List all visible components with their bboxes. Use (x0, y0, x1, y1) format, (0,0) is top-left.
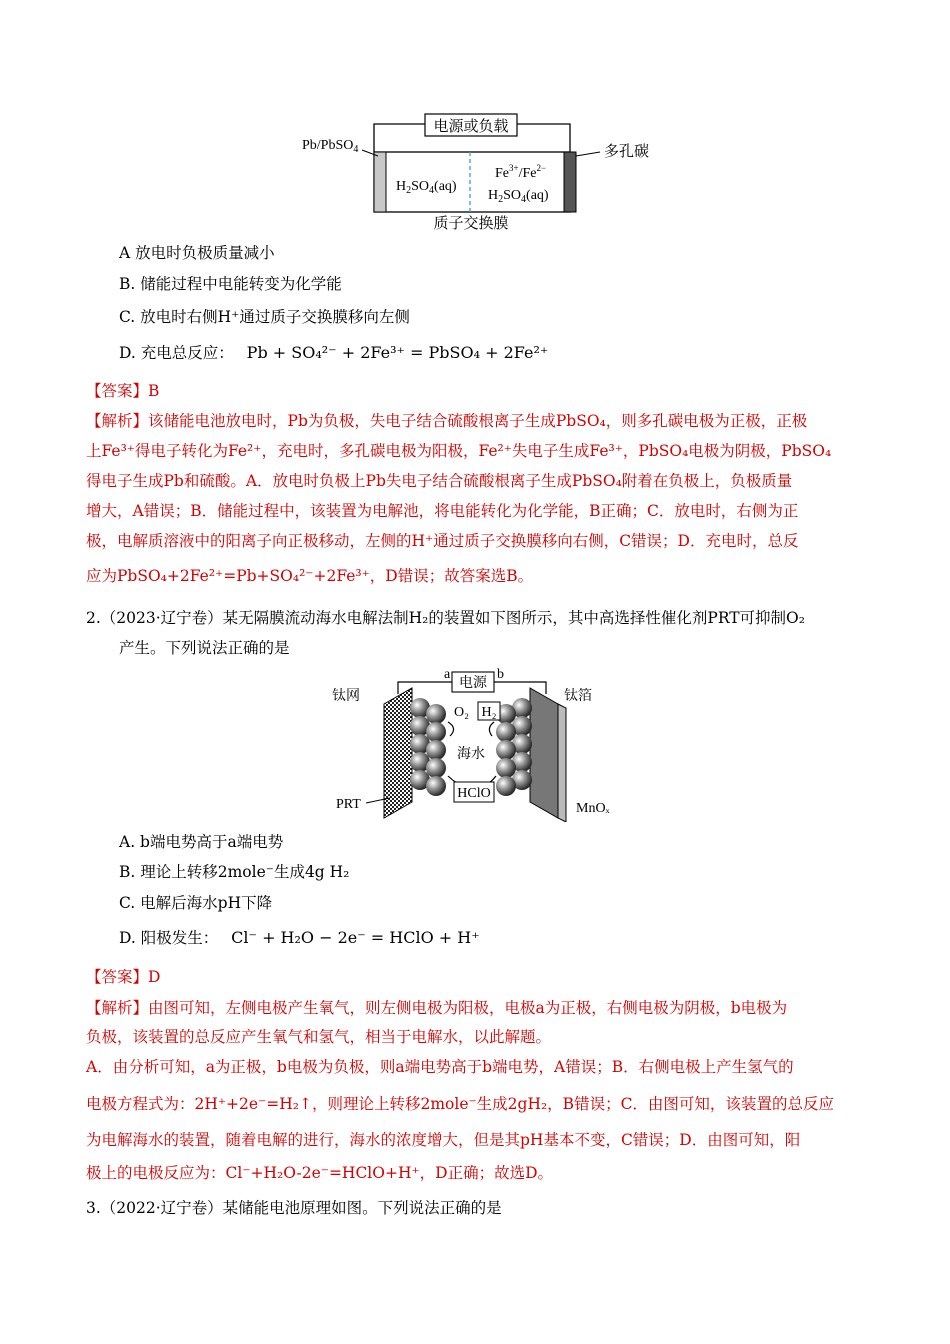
q2-answer (86, 967, 160, 987)
q2-option-a: A. b端电势高于a端电势 (119, 833, 284, 851)
q1-answer-tag: 【答案】 (86, 382, 149, 400)
mnox-label: MnOₓ (576, 801, 610, 816)
pb-electrode (374, 152, 386, 212)
q1-analysis-line-3: 得电子生成Pb和硫酸。A．放电时负极上Pb失电子结合硫酸根离子生成PbSO₄附着在负极上，负极质量 (86, 472, 793, 490)
q2-analysis-line-4: 电极方程式为：2H⁺+2e⁻=H₂↑，则理论上转移2mole⁻生成2gH₂，B错误；C．由图可知，该装置的总反应 (86, 1095, 834, 1113)
q1-analysis-line-1: 【解析】该储能电池放电时，Pb为负极，失电子结合硫酸根离子生成PbSO₄，则多孔碳电极为正极，正极 (86, 412, 808, 430)
hclo-label: HClO (457, 786, 491, 801)
right-electrode-label: 多孔碳 (604, 142, 650, 160)
q2-analysis-line-6: 极上的电极反应为：Cl⁻+H₂O-2e⁻=HClO+H⁺，D正确；故选D。 (86, 1164, 554, 1182)
q2-option-b: B. 理论上转移2mole⁻生成4g H₂ (119, 863, 350, 881)
left-electrode-label: Pb/PbSO$_4$ (302, 138, 359, 155)
q2-answer-tag: 【答案】 (86, 968, 149, 986)
h2-label: H₂ (481, 705, 497, 720)
terminal-a-label: a (444, 667, 451, 682)
right-catalyst-balls (496, 698, 532, 796)
battery-diagram (290, 108, 670, 233)
o2-label: O₂ (454, 705, 469, 720)
membrane-label: 质子交换膜 (433, 214, 509, 232)
q2-option-d (119, 928, 480, 948)
q2-stem-line-1: 2.（2023·辽宁卷）某无隔膜流动海水电解法制H₂的装置如下图所示，其中高选择性催化剂PRT可抑制O₂ (86, 609, 805, 627)
q1-option-b: B. 储能过程中电能转变为化学能 (119, 275, 342, 293)
q2-analysis-line-1: 【解析】由图可知，左侧电极产生氧气，则左侧电极为阳极，电极a为正极，右侧电极为阴极，b电极为 (86, 999, 788, 1017)
left-solution-label: $H_2SO_4(aq)$ (396, 179, 457, 196)
q1-analysis-line-5: 极，电解质溶液中的阳离子向正极移动，左侧的H⁺通过质子交换膜移向右侧，C错误；D．充电时，总反 (86, 532, 799, 550)
terminal-b-label: b (497, 667, 504, 682)
right-electrode-foil (530, 688, 558, 818)
q1-option-d-formula: Pb + SO₄²⁻ + 2Fe³⁺ = PbSO₄ + 2Fe²⁺ (246, 343, 549, 362)
power-label: 电源 (459, 675, 487, 691)
power-source-label: 电源或负载 (433, 117, 509, 135)
q2-analysis-line-5: 为电解海水的装置，随着电解的进行，海水的浓度增大，但是其pH基本不变，C错误；D．由图可知，阳 (86, 1131, 801, 1149)
q3-stem: 3.（2022·辽宁卷）某储能电池原理如图。下列说法正确的是 (86, 1199, 502, 1217)
seawater-label: 海水 (457, 746, 485, 762)
q1-analysis-tag: 【解析】 (86, 412, 149, 430)
right-solution-label-2: $H_2SO_4(aq)$ (488, 188, 549, 205)
electrolysis-diagram (330, 664, 610, 822)
q2-analysis-line-2: 负极，该装置的总反应产生氧气和氢气，相当于电解水，以此解题。 (86, 1028, 552, 1046)
q1-option-c: C. 放电时右侧H⁺通过质子交换膜移向左侧 (119, 308, 410, 326)
q1-option-a: A 放电时负极质量减小 (119, 244, 275, 262)
q2-analysis-line-3: A．由分析可知，a为正极，b电极为负极，则a端电势高于b端电势，A错误；B．右侧电极上产生氢气的 (86, 1058, 794, 1076)
q1-answer-value: B (148, 382, 160, 400)
porous-carbon-electrode (564, 152, 576, 212)
q2-answer-value: D (148, 968, 161, 986)
q2-option-d-label: D. 阳极发生： (119, 929, 219, 947)
q1-analysis-line-6: 应为PbSO₄+2Fe²⁺=Pb+SO₄²⁻+2Fe³⁺，D错误；故答案选B。 (86, 567, 534, 585)
q1-option-d (119, 343, 548, 363)
titanium-mesh-label: 钛网 (332, 688, 360, 704)
q2-option-d-formula: Cl⁻ + H₂O − 2e⁻ = HClO + H⁺ (231, 928, 480, 947)
titanium-foil-label: 钛箔 (564, 688, 592, 704)
left-catalyst-balls (410, 698, 446, 796)
q1-analysis-line-2: 上Fe³⁺得电子转化为Fe²⁺，充电时，多孔碳电极为阳极，Fe²⁺失电子生成Fe³⁺，PbSO₄电极为阴极，PbSO₄ (86, 442, 832, 460)
q1-answer (86, 381, 159, 401)
prt-label: PRT (336, 797, 361, 812)
q1-analysis-line-4: 增大，A错误；B．储能过程中，该装置为电解池，将电能转化为化学能，B正确；C．放电时，右侧为正 (86, 502, 799, 520)
right-solution-label-1: $Fe^{3+}/Fe^{2-}$ (495, 163, 547, 181)
q2-stem-line-2: 产生。下列说法正确的是 (119, 639, 290, 657)
q2-option-c: C. 电解后海水pH下降 (119, 894, 273, 912)
q2-analysis-tag: 【解析】 (86, 999, 149, 1017)
q1-option-d-label: D. 充电总反应： (119, 344, 234, 362)
